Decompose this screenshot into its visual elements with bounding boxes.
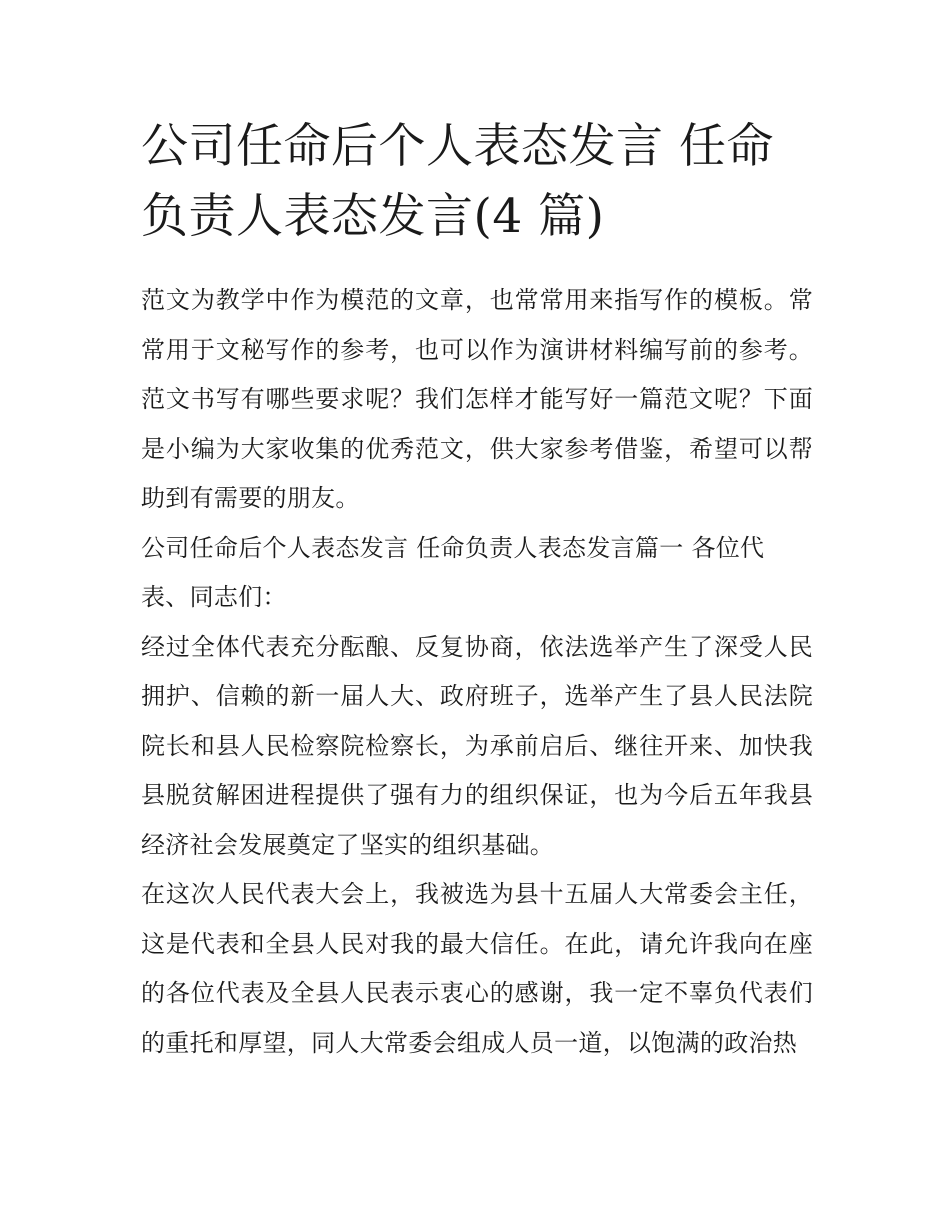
body-paragraph-2: 在这次人民代表大会上，我被选为县十五届人大常委会主任，这是代表和全县人民对我的最大信任。在此，请允许我向在座的各位代表及全县人民表示衷心的感谢，我一定不辜负代表们的重托和厚望，同人大常委会组成人员一道，以饱满的政治热 (141, 880, 813, 1057)
body-paragraph-1: 经过全体代表充分酝酿、反复协商，依法选举产生了深受人民拥护、信赖的新一届人大、政府班子，选举产生了县人民法院院长和县人民检察院检察长，为承前启后、继往开来、加快我县脱贫解困进程提供了强有力的组织保证，也为今后五年我县经济社会发展奠定了坚实的组织基础。 (141, 632, 813, 859)
document-body (141, 276, 813, 1068)
document-page (141, 112, 813, 1068)
intro-paragraph: 范文为教学中作为模范的文章，也常常用来指写作的模板。常常用于文秘写作的参考，也可以作为演讲材料编写前的参考。范文书写有哪些要求呢？我们怎样才能写好一篇范文呢？下面是小编为大家收集的优秀范文，供大家参考借鉴，希望可以帮助到有需要的朋友。 (141, 286, 813, 512)
section-heading: 公司任命后个人表态发言 任命负责人表态发言篇一 各位代 (141, 533, 765, 562)
salutation: 表、同志们： (141, 583, 287, 611)
document-title: 公司任命后个人表态发言 任命负责人表态发言(4 篇) (141, 119, 774, 244)
